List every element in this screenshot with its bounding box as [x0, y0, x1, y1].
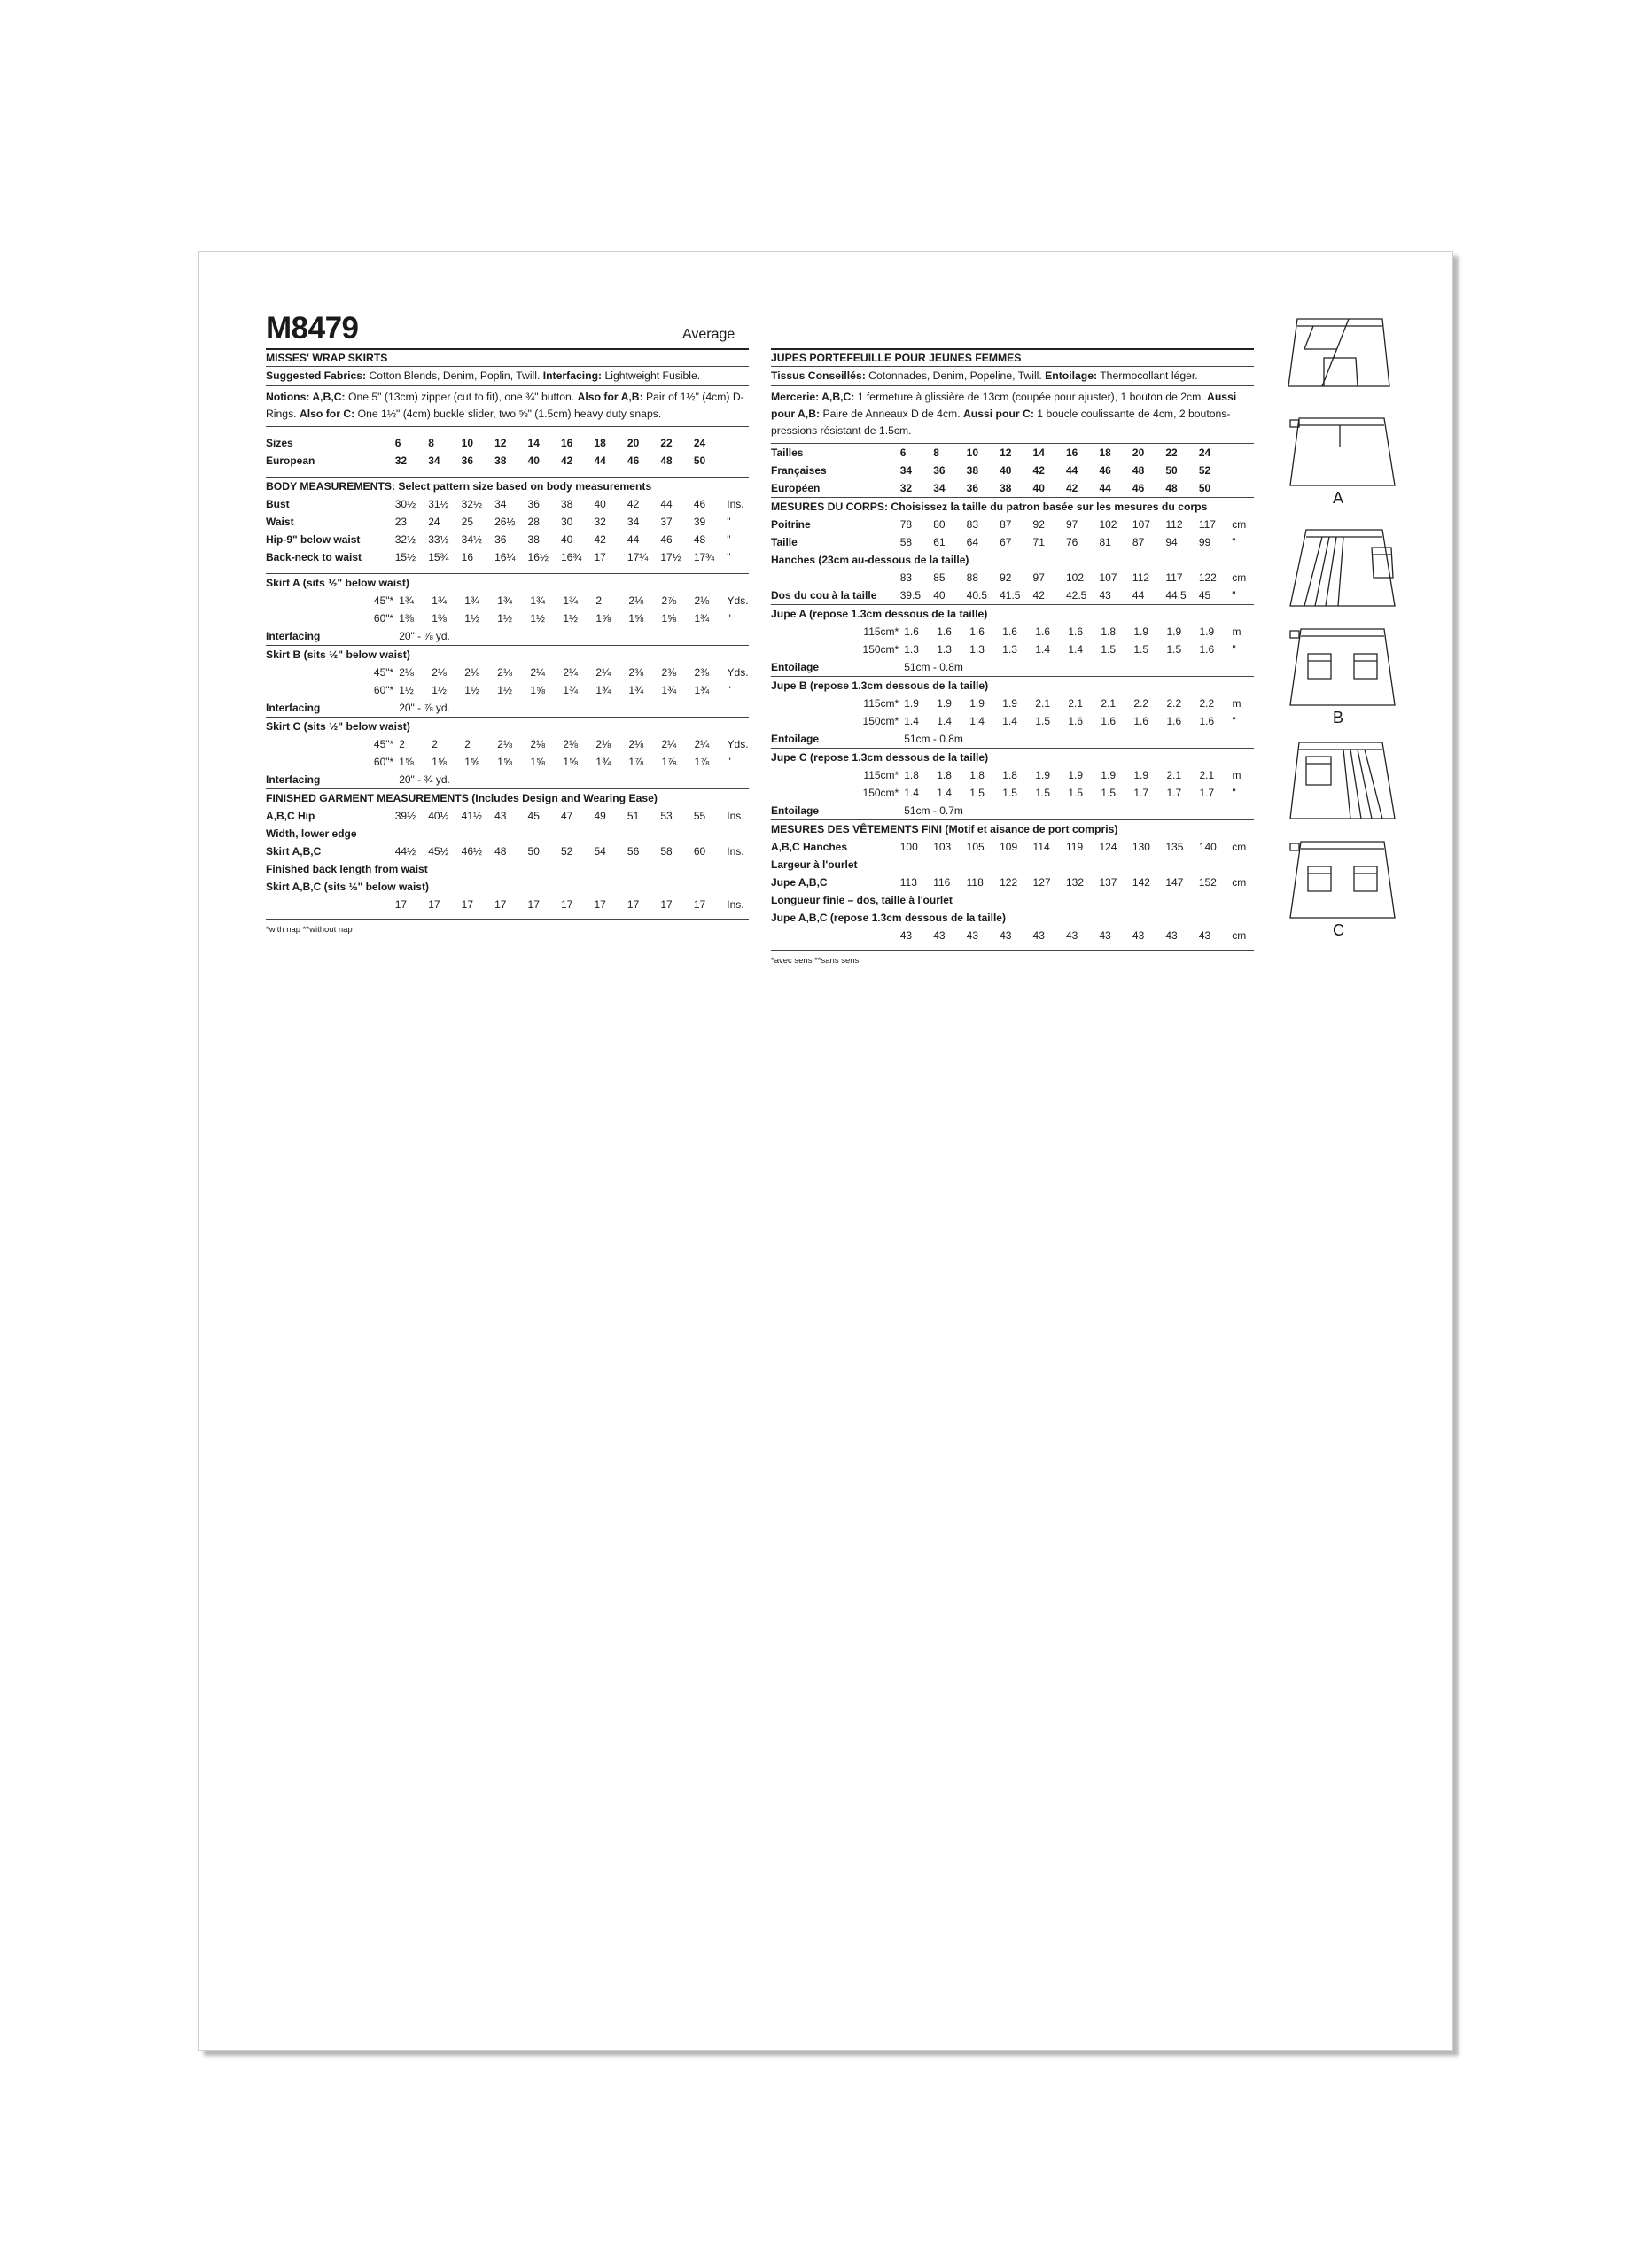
- table-row: 150cm* 1.4 1.4 1.4 1.4 1.5 1.6 1.6 1.6 1.6 1.6 ": [862, 715, 1236, 727]
- table-row: 115cm* 1.8 1.8 1.8 1.8 1.9 1.9 1.9 1.9 2.1 2.1 m: [863, 769, 1241, 781]
- table-row: 60"* 1⅜ 1⅜ 1½ 1½ 1½ 1½ 1⅝ 1⅝ 1⅝ 1¾ ": [373, 612, 731, 625]
- fr-body-table: Poitrine 78 80 83 87 92 97 102 107 112 117 cm Taille 58 61 64 67 71 76 81 87 94 99 " Hanches (23cm au-dessous de la taille) 83 85 88 92 97 102 107 112 117 122 cm Dos du cou à la taille 39.5 40 40.5 41.5 42 42.5 43 44 44.5 45 ": [771, 516, 1254, 604]
- fr-title: JUPES PORTEFEUILLE POUR JEUNES FEMMES: [771, 352, 1022, 364]
- fr-fabrics: Tissus Conseillés: Cotonnades, Denim, Popeline, Twill. Entoilage: Thermocollant léger.: [771, 369, 1198, 382]
- table-row: 45"* 1¾ 1¾ 1¾ 1¾ 1¾ 1¾ 2 2⅛ 2⅞ 2⅛ Yds.: [373, 594, 749, 607]
- table-row: 115cm* 1.9 1.9 1.9 1.9 2.1 2.1 2.1 2.2 2.2 2.2 m: [863, 697, 1241, 710]
- table-row: 45"* 2⅛ 2⅛ 2⅛ 2⅛ 2¼ 2¼ 2¼ 2⅜ 2⅜ 2⅜ Yds.: [373, 666, 749, 679]
- table-row: 45"* 2 2 2 2⅛ 2⅛ 2⅛ 2⅛ 2⅛ 2¼ 2¼ Yds.: [373, 738, 749, 750]
- fr-notions: Mercerie: A,B,C: 1 fermeture à glissière de 13cm (coupée pour ajuster), 1 bouton de 2cm. Aussi pour A,B: Paire de Anneaux D de 4cm. Aussi pour C: 1 boucle coulissante de 4cm, 2 boutons-pressions résistant de 1.5cm.: [771, 391, 1237, 437]
- fr-jupe-b-title: Jupe B (repose 1.3cm dessous de la taille): [771, 680, 989, 692]
- en-body-table: [266, 495, 749, 566]
- table-row: Interfacing 20" - ⅞ yd.: [266, 630, 450, 642]
- table-row: 60"* 1½ 1½ 1½ 1½ 1⅝ 1¾ 1¾ 1¾ 1¾ 1¾ ": [373, 684, 731, 696]
- table-row: 150cm* 1.4 1.4 1.5 1.5 1.5 1.5 1.5 1.7 1.7 1.7 ": [862, 787, 1236, 799]
- skirt-flat-c-front: [1287, 741, 1398, 822]
- table-row: 83 85 88 92 97 102 107 112 117 122 cm: [899, 571, 1247, 584]
- skirt-flat-c-back: [1287, 840, 1398, 921]
- table-row: 115cm* 1.6 1.6 1.6 1.6 1.6 1.6 1.8 1.9 1.9 1.9 m: [863, 625, 1241, 638]
- fr-size-table: Tailles 6 8 10 12 14 16 18 20 22 24 Françaises 34 36 38 40 42 44 46 48 50 52 Européen 32 34 36 38 40 42 44 46 48 50: [771, 447, 1211, 494]
- table-row: Bust 30½ 31½ 32½ 34 36 38 40 42 44 46 Ins.: [266, 498, 744, 510]
- skirt-flat-b-back: [1287, 627, 1398, 709]
- fr-jupe-a-title: Jupe A (repose 1.3cm dessous de la taille): [771, 608, 988, 620]
- en-skirt-b-table: [266, 664, 749, 717]
- table-row: Poitrine 78 80 83 87 92 97 102 107 112 117 cm: [771, 518, 1247, 531]
- view-c-label: C: [1333, 921, 1344, 939]
- table-row: A,B,C Hanches 100 103 105 109 114 119 124 130 135 140 cm: [771, 841, 1247, 853]
- fr-jupe-c-table: [771, 766, 1254, 819]
- skirt-flat-b-front: [1287, 528, 1398, 610]
- en-skirt-a-table: [266, 592, 749, 645]
- en-finished-table: A,B,C Hip 39½ 40½ 41½ 43 45 47 49 51 53 55 Ins. Width, lower edge Skirt A,B,C 44½ 45½ 46½ 48 50 52 54 56 58 60 Ins. Finished back length from waist Skirt A,B,C (sits ½" below waist) 17 17 17 17 17 17 17 17 17 17 Ins.: [266, 807, 749, 913]
- en-fabrics: Suggested Fabrics: Cotton Blends, Denim, Poplin, Twill. Interfacing: Lightweight Fusible.: [266, 369, 701, 382]
- en-skirt-b-title: Skirt B (sits ½" below waist): [266, 649, 410, 661]
- english-column: [266, 348, 749, 935]
- french-column: [771, 348, 1254, 966]
- table-row: Waist 23 24 25 26½ 28 30 32 34 37 39 ": [266, 516, 731, 528]
- table-row: Jupe A,B,C 113 116 118 122 127 132 137 142 147 152 cm: [771, 876, 1247, 889]
- table-row: Hip-9" below waist 32½ 33½ 34½ 36 38 40 42 44 46 48 ": [266, 533, 731, 546]
- table-row: Entoilage 51cm - 0.8m: [771, 733, 963, 745]
- fit-label: Average: [682, 327, 735, 342]
- fr-jupe-c-title: Jupe C (repose 1.3cm dessous de la taille): [771, 751, 989, 764]
- en-finished-header: FINISHED GARMENT MEASUREMENTS (Includes Design and Wearing Ease): [266, 792, 658, 804]
- table-row: Back-neck to waist 15½ 15¾ 16 16¼ 16½ 16¾ 17 17¼ 17½ 17¾ ": [266, 551, 731, 563]
- en-footnote: *with nap **without nap: [266, 925, 353, 935]
- table-row: 150cm* 1.3 1.3 1.3 1.3 1.4 1.4 1.5 1.5 1.5 1.6 ": [862, 643, 1236, 656]
- fr-jupe-a-table: [771, 623, 1254, 676]
- en-skirt-a-title: Skirt A (sits ½" below waist): [266, 577, 409, 589]
- table-row: Interfacing 20" - ¾ yd.: [266, 773, 450, 786]
- pattern-number: M8479: [266, 311, 359, 346]
- table-row: Entoilage 51cm - 0.7m: [771, 804, 963, 817]
- en-size-table: Sizes 6 8 10 12 14 16 18 20 22 24 European 32 34 36 38 40 42 44 46 48 50: [266, 437, 706, 467]
- skirt-flat-a-back: [1287, 416, 1398, 489]
- table-row: 17 17 17 17 17 17 17 17 17 17 Ins.: [394, 898, 744, 911]
- fr-footnote: *avec sens **sans sens: [771, 956, 860, 966]
- fr-jupe-b-table: [771, 695, 1254, 748]
- fr-finished-table: A,B,C Hanches 100 103 105 109 114 119 124 130 135 140 cm Largeur à l'ourlet Jupe A,B,C 113 116 118 122 127 132 137 142 147 152 cm Longueur finie – dos, taille à l'ourlet Jupe A,B,C (repose 1.3cm dessous de la taille) 43 43 43 43 43 43 43 43 43 43 cm: [771, 838, 1254, 944]
- en-title: MISSES' WRAP SKIRTS: [266, 352, 388, 364]
- table-row: Entoilage 51cm - 0.8m: [771, 661, 963, 673]
- en-body-header: BODY MEASUREMENTS: Select pattern size based on body measurements: [266, 480, 652, 493]
- table-row: A,B,C Hip 39½ 40½ 41½ 43 45 47 49 51 53 55 Ins.: [266, 810, 744, 822]
- view-a-label: A: [1333, 489, 1344, 507]
- table-row: Skirt A,B,C 44½ 45½ 46½ 48 50 52 54 56 58 60 Ins.: [266, 845, 744, 858]
- pattern-envelope-back: [198, 251, 1453, 2051]
- fr-body-header: MESURES DU CORPS: Choisissez la taille du patron basée sur les mesures du corps: [771, 501, 1208, 513]
- en-skirt-c-table: [266, 735, 749, 788]
- table-row: Taille 58 61 64 67 71 76 81 87 94 99 ": [771, 536, 1236, 548]
- en-skirt-c-title: Skirt C (sits ½" below waist): [266, 720, 410, 733]
- table-row: 60"* 1⅝ 1⅝ 1⅝ 1⅝ 1⅝ 1⅝ 1¾ 1⅞ 1⅞ 1⅞ ": [373, 756, 731, 768]
- table-row: 43 43 43 43 43 43 43 43 43 43 cm: [899, 929, 1247, 942]
- en-notions: Notions: A,B,C: One 5" (13cm) zipper (cut to fit), one ¾" button. Also for A,B: Pair of 1½" (4cm) D-Rings. Also for C: One 1½" (4cm) buckle slider, two ⅝" (1.5cm) heavy duty snaps.: [266, 391, 744, 420]
- table-row: Interfacing 20" - ⅞ yd.: [266, 702, 450, 714]
- fr-finished-header: MESURES DES VÊTEMENTS FINI (Motif et aisance de port compris): [771, 823, 1118, 835]
- view-b-label: B: [1333, 709, 1344, 726]
- table-row: Dos du cou à la taille 39.5 40 40.5 41.5 42 42.5 43 44 44.5 45 ": [771, 589, 1236, 602]
- skirt-flat-a-front: [1287, 317, 1393, 390]
